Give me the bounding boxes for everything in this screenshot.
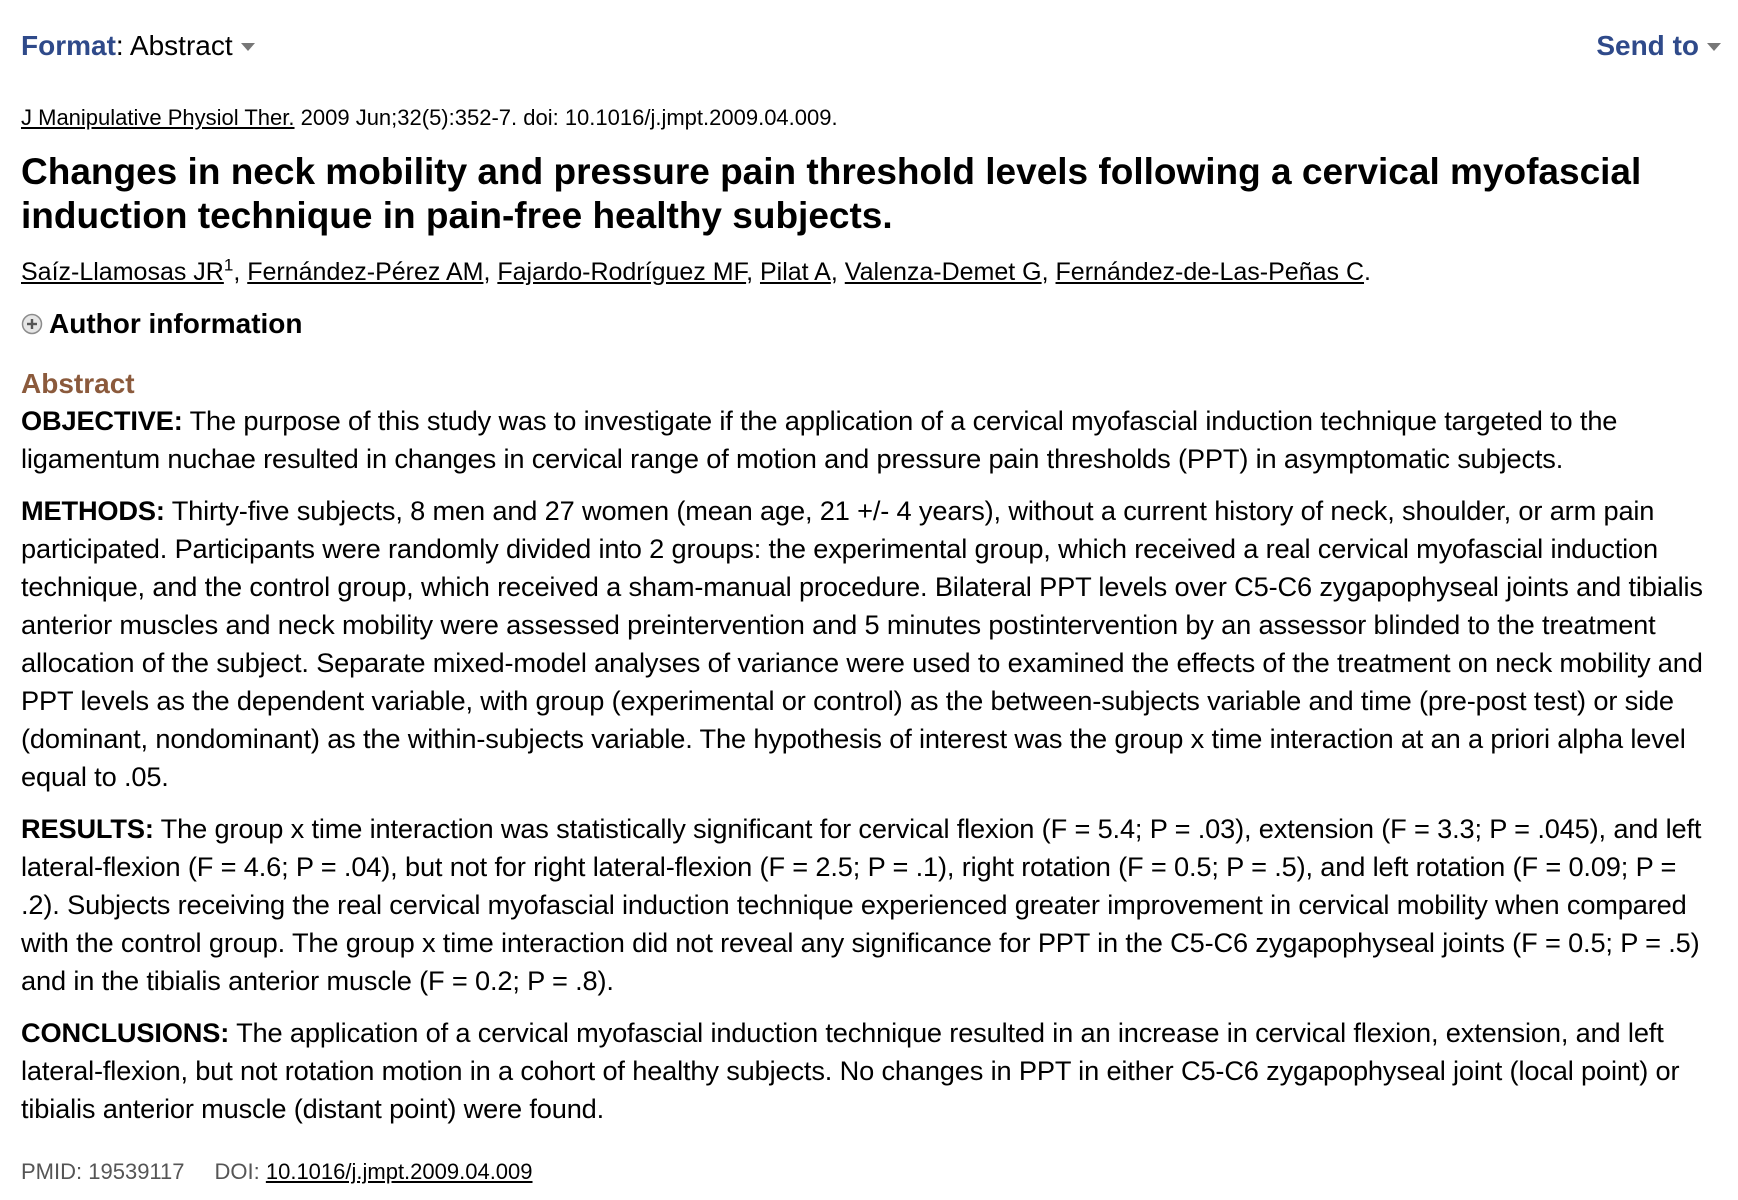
send-to-label: Send to	[1596, 30, 1699, 61]
format-colon: :	[115, 30, 130, 61]
abstract-body	[21, 402, 1721, 1142]
abstract-conclusions	[21, 1014, 1721, 1128]
section-label: METHODS:	[21, 495, 165, 526]
journal-link[interactable]: J Manipulative Physiol Ther.	[21, 105, 295, 130]
author-information-toggle[interactable]	[21, 306, 303, 342]
abstract-methods	[21, 492, 1721, 796]
section-text: The purpose of this study was to investigate if the application of a cervical myofascial induction technique targeted to the ligamentum nuchae resulted in changes in cervical range of motion and pressure pain thresholds (PPT) in asymptomatic subjects.	[21, 405, 1618, 474]
expand-plus-icon	[21, 313, 43, 335]
author-link[interactable]: Fajardo-Rodríguez MF	[497, 258, 747, 286]
doi-label: DOI:	[214, 1159, 260, 1184]
author-list: Saíz-Llamosas $JR^1$, Fernández-Pérez AM, Fajardo-Rodríguez MF, Pilat A, Valenza-Demet G, Fernández-de-Las-Peñas C.	[21, 255, 1371, 286]
citation-details: 2009 Jun;32(5):352-7. doi: 10.1016/j.jmpt.2009.04.009.	[300, 105, 838, 130]
toolbar	[21, 28, 1721, 64]
format-dropdown[interactable]	[21, 28, 255, 64]
doi-link[interactable]: 10.1016/j.jmpt.2009.04.009	[265, 1159, 533, 1184]
author-link[interactable]: Pilat A	[759, 258, 831, 286]
send-to-dropdown[interactable]	[1596, 28, 1721, 64]
article-identifiers	[21, 1158, 533, 1186]
author-information-label: Author information	[49, 308, 303, 339]
section-text: Thirty-five subjects, 8 men and 27 women (mean age, 21 +/- 4 years), without a current history of neck, shoulder, or arm pain participated. Participants were randomly divided into 2 groups: the experimental group, which received a real cervical myofascial induction technique, and the control group, which received a sham-manual procedure. Bilateral PPT levels over C5-C6 zygapophyseal joints and tibialis anterior muscles and neck mobility were assessed preintervention and 5 minutes postintervention by an assessor blinded to the treatment allocation of the subject. Separate mixed-model analyses of variance were used to examined the effects of the treatment on neck mobility and PPT levels as the dependent variable, with group (experimental or control) as the between-subjects variable and time (pre-post test) or side (dominant, nondominant) as the within-subjects variable. The hypothesis of interest was the group x time interaction at an a priori alpha level equal to .05.	[21, 495, 1703, 792]
format-label: Format	[21, 30, 116, 61]
section-text: The group x time interaction was statistically significant for cervical flexion (F = 5.4; P = .03), extension (F = 3.3; P = .045), and left lateral-flexion (F = 4.6; P = .04), but not for right lateral-flexion (F = 2.5; P = .1), right rotation (F = 0.5; P = .5), and left rotation (F = 0.09; P = .2). Subjects receiving the real cervical myofascial induction technique experienced greater improvement in cervical mobility when compared with the control group. The group x time interaction did not reveal any significance for PPT in the C5-C6 zygapophyseal joints (F = 0.5; P = .5) and in the tibialis anterior muscle (F = 0.2; P = .8).	[21, 813, 1702, 996]
author-link[interactable]: Saíz-Llamosas JR	[21, 258, 224, 286]
pmid-label: PMID:	[21, 1159, 83, 1184]
section-label: CONCLUSIONS:	[21, 1017, 230, 1048]
pmid-value: 19539117	[88, 1159, 185, 1184]
abstract-objective	[21, 402, 1721, 478]
section-label: OBJECTIVE:	[21, 405, 183, 436]
article-title: Changes in neck mobility and pressure pain threshold levels following a cervical myofascial induction technique in pain-free healthy subjects.	[21, 151, 1642, 236]
author-link[interactable]: Valenza-Demet G	[844, 258, 1042, 286]
section-text: The application of a cervical myofascial induction technique resulted in an increase in cervical flexion, extension, and left lateral-flexion, but not rotation motion in a cohort of healthy subjects. No changes in PPT in either C5-C6 zygapophyseal joint (local point) or tibialis anterior muscle (distant point) were found.	[21, 1017, 1680, 1124]
section-label: RESULTS:	[21, 813, 154, 844]
format-value: Abstract	[129, 30, 233, 61]
abstract-heading: Abstract	[21, 368, 135, 399]
abstract-results	[21, 810, 1721, 1000]
chevron-down-icon	[241, 43, 255, 51]
author-link[interactable]: Fernández-Pérez AM	[247, 258, 484, 286]
chevron-down-icon	[1707, 43, 1721, 51]
author-affiliation-marker[interactable]: 1	[223, 255, 234, 275]
citation	[21, 104, 838, 132]
author-link[interactable]: Fernández-de-Las-Peñas C	[1055, 258, 1365, 286]
